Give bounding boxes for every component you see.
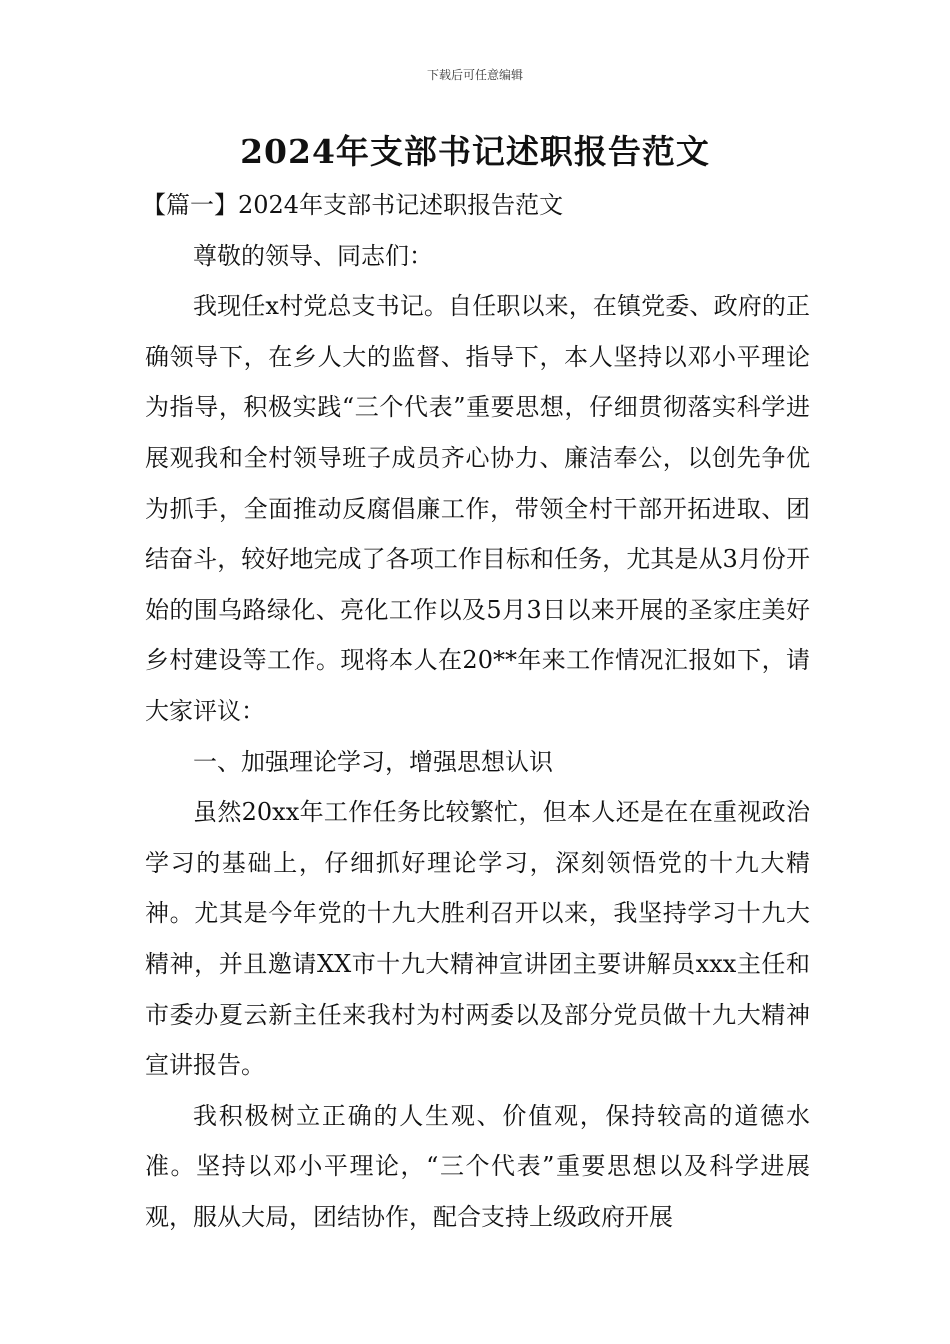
document-title: 2024年支部书记述职报告范文	[240, 132, 710, 171]
section-label: 【篇一】2024年支部书记述职报告范文	[142, 191, 564, 219]
section-heading-1: 一、加强理论学习，增强思想认识	[193, 747, 553, 776]
study-paragraph: 虽然20xx年工作任务比较繁忙，但本人还是在在重视政治学习的基础上，仔细抓好理论学习，深刻领悟党的十九大精神。尤其是今年党的十九大胜利召开以来，我坚持学习十九大精神，并且邀请XX市十九大精神宣讲团主要讲解员xxx主任和市委办夏云新主任来我村为村两委以及部分党员做十九大精神宣讲报告。	[145, 798, 810, 1080]
salutation-paragraph: 尊敬的领导、同志们：	[193, 241, 433, 270]
introduction-paragraph: 我现任x村党总支书记。自任职以来，在镇党委、政府的正确领导下，在乡人大的监督、指导下，本人坚持以邓小平理论为指导，积极实践“三个代表”重要思想，仔细贯彻落实科学进展观我和全村领导班子成员齐心协力、廉洁奉公，以创先争优为抓手，全面推动反腐倡廉工作，带领全村干部开拓进取、团结奋斗，较好地完成了各项工作目标和任务，尤其是从3月份开始的围乌路绿化、亮化工作以及5月3日以来开展的圣家庄美好乡村建设等工作。现将本人在20**年来工作情况汇报如下，请大家评议：	[145, 292, 810, 725]
values-paragraph: 我积极树立正确的人生观、价值观，保持较高的道德水准。坚持以邓小平理论，“三个代表”重要思想以及科学进展观，服从大局，团结协作，配合支持上级政府开展	[145, 1101, 810, 1231]
page-header-note: 下载后可任意编辑	[426, 68, 523, 82]
document-body	[142, 180, 810, 1242]
